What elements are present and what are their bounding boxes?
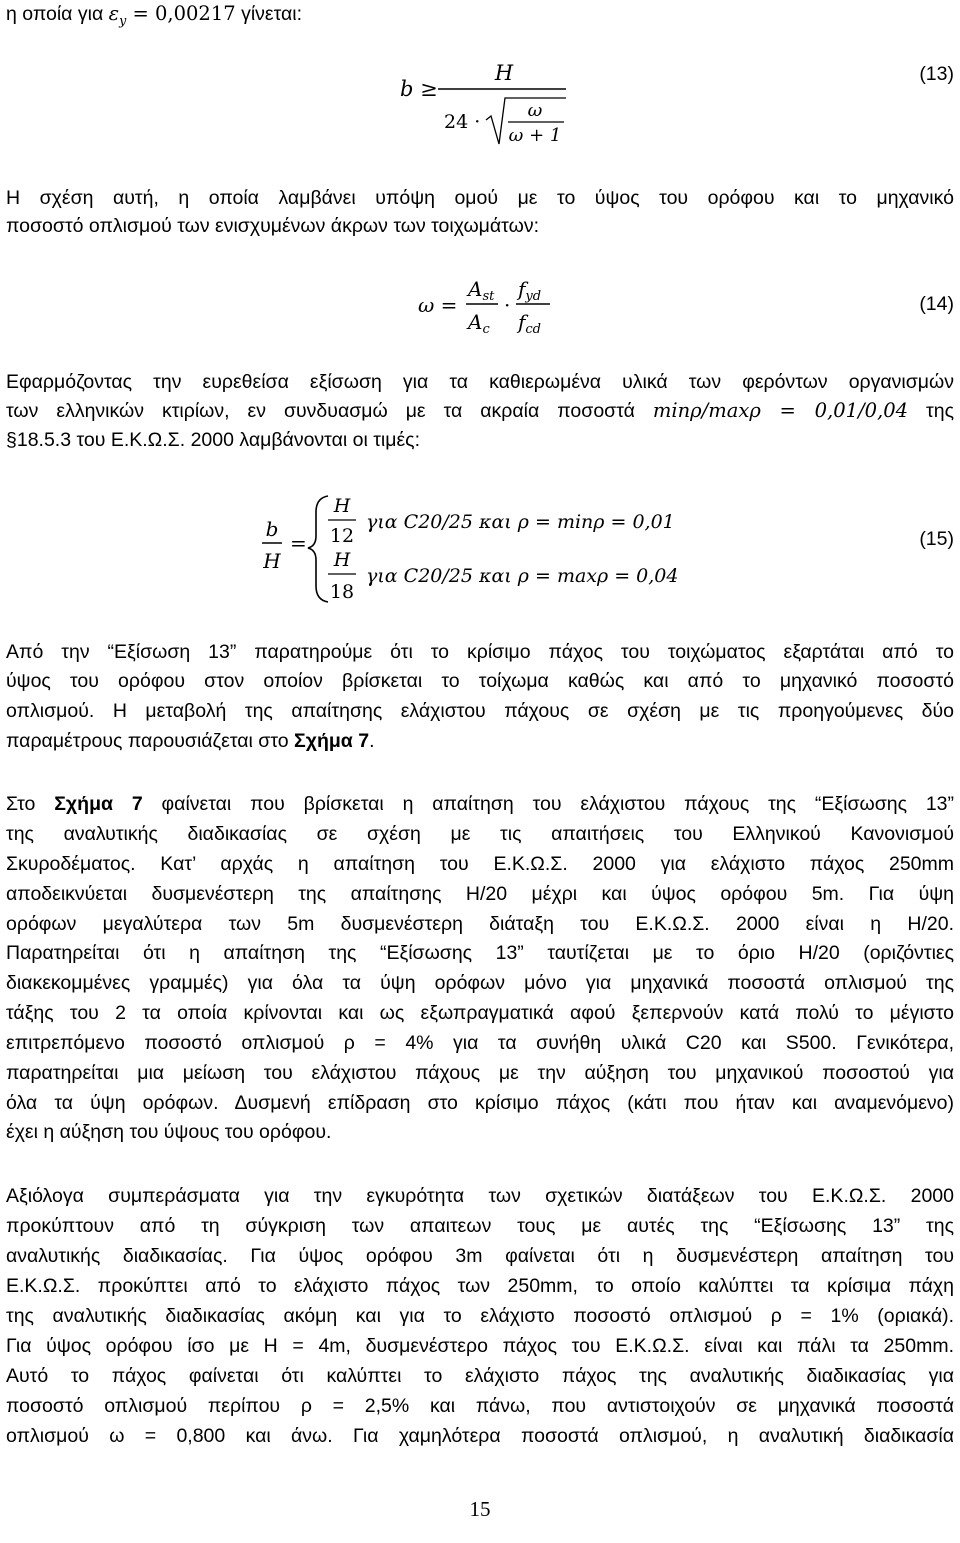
para4-line-11: όλα τα ύψη ορόφων. Δυσμενή επίδραση στο κρίσιμο πάχος (κάτι που ήταν και αναμενόμενο): [6, 1092, 954, 1114]
para4-line-5: ορόφων μεγαλύτερα των 5m δυσμενέστερη διάταξη του Ε.Κ.Ω.Σ. 2000 είναι η Η/20.: [6, 913, 954, 935]
eq13-lhs: b ≥: [400, 77, 438, 101]
para2-line-1: Εφαρμόζοντας την ευρεθείσα εξίσωση για τα καθιερωμένα υλικά των φερόντων οργανισμών: [6, 371, 954, 393]
eq15-case1-numerator: H: [333, 495, 351, 517]
eq15-case2-denominator: 18: [329, 581, 355, 603]
eq13-root-denominator: ω + 1: [508, 125, 562, 146]
equation-14-graphic: [418, 272, 558, 342]
para4-line-7: διακεκομμένες γραμμές) για όλα τα ύψη ορόφων μόνο για μηχανικά ποσοστά οπλισμού της: [6, 972, 954, 994]
page-number: 15: [469, 1497, 491, 1521]
eq14-lhs: ω =: [418, 293, 458, 317]
equation-13-graphic: [400, 58, 580, 154]
eq14-dot: ·: [504, 293, 511, 317]
para4-line-12: έχει η αύξηση του ύψους του ορόφου.: [6, 1121, 332, 1143]
intro-prefix: η οποία για: [6, 3, 109, 25]
equation-15-graphic: [262, 490, 732, 610]
eq14-ast: $A_{st}$: [468, 277, 495, 304]
para1-line-1: Η σχέση αυτή, η οποία λαμβάνει υπόψη ομού με το ύψος του ορόφου και το μηχανικό: [6, 187, 954, 209]
para2-ratio-math: minρ/maxρ = 0,01/0,04: [652, 399, 909, 422]
eq15-lhs-denominator: H: [263, 549, 281, 573]
eq14-fcd: $f_{cd}$: [518, 310, 542, 337]
para3-last-text: παραμέτρους παρουσιάζεται στο: [6, 730, 295, 752]
para5-line-3: αναλυτικής διαδικασίας. Για ύψος ορόφου 3m φαίνεται ότι η δυσμενέστερη απαίτηση του: [6, 1245, 954, 1267]
para4-line-9: επιτρεπόμενο ποσοστό οπλισμού ρ = 4% για τα συνήθη υλικά C20 και S500. Γενικότερα,: [6, 1032, 954, 1054]
para4-line-3: Σκυροδέματος. Κατ’ αρχάς η απαίτηση του Ε.Κ.Ω.Σ. 2000 για ελάχιστο πάχος 250mm: [6, 853, 954, 875]
eq13-coefficient: 24 ·: [444, 111, 481, 133]
para4-line-2: της αναλυτικής διαδικασίας σε σχέση με τις απαιτήσεις του Ελληνικού Κανονισμού: [6, 823, 954, 845]
eq15-case1-denominator: 12: [329, 525, 355, 547]
eq13-numerator: H: [494, 61, 514, 85]
equation-13: [400, 58, 580, 159]
equation-15-number: (15): [919, 528, 954, 550]
eq15-equals: =: [290, 531, 307, 555]
para4-line-8: τάξης του 2 τα οποία κρίνονται και ως εξωπραγματικά αφού ξεπερνούν κατά πολύ το μέγιστο: [6, 1002, 954, 1024]
para5-line-9: οπλισμού ω = 0,800 και άνω. Για χαμηλότερα ποσοστά οπλισμού, η αναλυτική διαδικασία: [6, 1425, 954, 1447]
figure-7-reference-2: Σχήμα 7: [54, 793, 143, 815]
para2-line-2-text: των ελληνικών κτιρίων, εν συνδυασμώ με τα ακραία ποσοστά: [6, 400, 635, 422]
equation-14-number: (14): [919, 293, 954, 315]
epsilon-value: = 0,00217: [126, 2, 236, 25]
epsilon-symbol: $\varepsilon_y$: [108, 2, 127, 28]
eq15-case2-condition: για C20/25 και ρ = maxρ = 0,04: [366, 565, 679, 587]
para5-line-5: της αναλυτικής διαδικασίας ακόμη και για το ελάχιστο ποσοστό οπλισμού ρ = 1% (οριακά).: [6, 1305, 954, 1327]
para2-line-2-end: της: [926, 400, 954, 422]
para3-line-1: Από την “Εξίσωση 13” παρατηρούμε ότι το κρίσιμο πάχος του τοιχώματος εξαρτάται από το: [6, 641, 954, 663]
para4-line-6: Παρατηρείται ότι η απαίτηση της “Εξίσωσης 13” ταυτίζεται με το όριο Η/20 (οριζόντιες: [6, 942, 954, 964]
para5-line-4: Ε.Κ.Ω.Σ. προκύπτει από το ελάχιστο πάχος των 250mm, το οποίο καλύπτει τα κρίσιμα πάχη: [6, 1275, 954, 1297]
para3-line-2: ύψος του ορόφου στον οποίον βρίσκεται το τοίχωμα καθώς και από το μηχανικό ποσοστό: [6, 670, 954, 692]
eq13-root-numerator: ω: [527, 100, 543, 121]
para3-line-3: οπλισμού. Η μεταβολή της απαίτησης ελάχιστου πάχους σε σχέση με τις προηγούμενες δύο: [6, 700, 954, 722]
para5-line-1: Αξιόλογα συμπεράσματα για την εγκυρότητα των σχετικών διατάξεων του Ε.Κ.Ω.Σ. 2000: [6, 1185, 954, 1207]
para4-line-10: παρατηρείται μια μείωση του ελάχιστου πάχους με την αύξηση του μηχανικού ποσοστού για: [6, 1062, 954, 1084]
para5-line-7: Αυτό το πάχος φαίνεται ότι καλύπτει το ελάχιστο πάχος της αναλυτικής διαδικασίας για: [6, 1365, 954, 1387]
equation-14: [418, 272, 558, 347]
para3-line-4: παραμέτρους παρουσιάζεται στο Σχήμα 7.: [6, 730, 375, 752]
para5-line-6: Για ύψος ορόφου ίσο με Η = 4m, δυσμενέστερο πάχος του Ε.Κ.Ω.Σ. είναι και πάλι τα 250mm.: [6, 1335, 954, 1357]
para2-line-3: §18.5.3 του Ε.Κ.Ω.Σ. 2000 λαμβάνονται οι τιμές:: [6, 429, 420, 451]
para1-line-2: ποσοστό οπλισμού των ενισχυμένων άκρων των τοιχωμάτων:: [6, 215, 540, 237]
eq14-ac: $A_c$: [468, 310, 490, 337]
equation-13-number: (13): [919, 63, 954, 85]
eq15-left-brace: [308, 496, 328, 602]
para2-line-2: [6, 399, 954, 423]
figure-7-reference: Σχήμα 7: [294, 730, 370, 752]
para5-line-2: προκύπτουν από τη σύγκριση των απαιτεων τους με αυτές της “Εξίσωσης 13” της: [6, 1215, 954, 1237]
para4-line-1: Στο Σχήμα 7 φαίνεται που βρίσκεται η απαίτηση του ελάχιστου πάχους της “Εξίσωσης 13”: [6, 793, 955, 815]
eq15-lhs-numerator: b: [265, 517, 279, 541]
intro-line: [6, 2, 302, 33]
eq15-case1-condition: για C20/25 και ρ = minρ = 0,01: [366, 511, 675, 533]
equation-15: [262, 490, 732, 615]
para4-line-4: αποδεικνύεται δυσμενέστερη της απαίτησης Η/20 μέχρι και ύψος ορόφου 5m. Για ύψη: [6, 883, 954, 905]
intro-suffix: γίνεται:: [235, 3, 303, 25]
eq14-fyd: $f_{yd}$: [518, 277, 542, 304]
para5-line-8: ποσοστό οπλισμού περίπου ρ = 2,5% και πάνω, που αντιστοιχούν σε μηχανικά ποσοστά: [6, 1395, 954, 1417]
eq15-case2-numerator: H: [333, 549, 351, 571]
